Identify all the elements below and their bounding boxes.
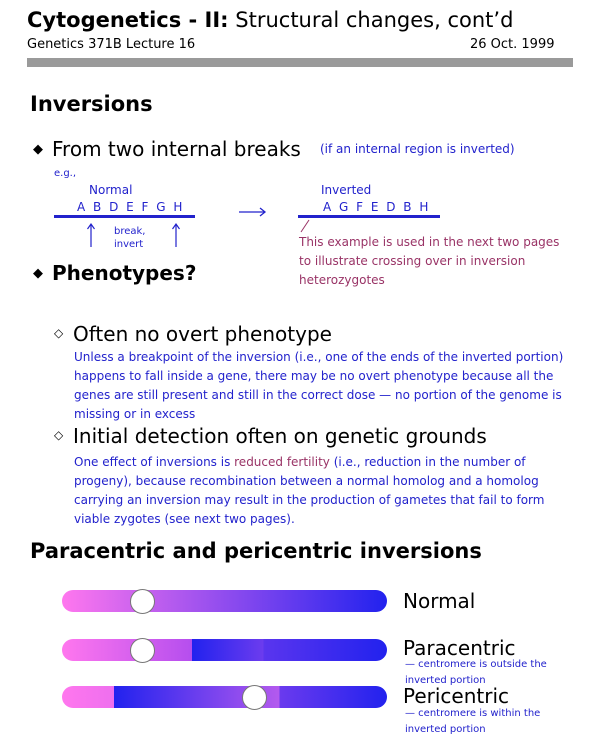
inverted-chromosome-line xyxy=(298,215,440,218)
callout-pointer-icon xyxy=(298,218,312,234)
body-text-end: (i.e., reduction in the number of progeny), because recombination between a normal homolog and a homolog carrying an inversion may result in the production of gametes that fail to form viable zygotes (see next two pages). xyxy=(74,455,545,526)
break-arrow-left-icon xyxy=(86,222,96,248)
page-title xyxy=(27,8,513,32)
no-overt-phenotype-title: Often no overt phenotype xyxy=(73,322,332,346)
no-overt-phenotype-body: Unless a breakpoint of the inversion (i.e., one of the ends of the inverted portion) happens to fall inside a gene, there may be no overt phenotype because all the genes are still present and still in the correct dose — no portion of the genome is missing or in excess xyxy=(74,350,564,421)
inverted-sequence: A G F E D B H xyxy=(323,200,430,214)
header-rule xyxy=(27,58,573,67)
normal-chrom-label: Normal xyxy=(403,589,476,613)
pericentric-centromere xyxy=(242,685,267,710)
internal-region-note: (if an internal region is inverted) xyxy=(320,142,515,156)
pericentric-label: Pericentric xyxy=(403,684,510,708)
hollow-diamond-icon: ◇ xyxy=(54,326,64,340)
diamond-bullet-icon: ◆ xyxy=(33,142,43,157)
lecture-date: 26 Oct. 1999 xyxy=(470,37,555,52)
genetic-grounds-body xyxy=(74,453,580,529)
paracentric-chromosome xyxy=(62,639,387,661)
diamond-bullet-icon: ◆ xyxy=(33,266,43,281)
normal-label: Normal xyxy=(89,183,133,197)
title-bold: Cytogenetics - II: xyxy=(27,8,229,32)
inverted-label: Inverted xyxy=(321,183,372,197)
normal-chromosome xyxy=(62,590,387,612)
eg-label: e.g., xyxy=(54,168,77,179)
normal-chromosome-line xyxy=(54,215,195,218)
break-invert-label: break, invert xyxy=(114,226,146,250)
example-callout: This example is used in the next two pages to illustrate crossing over in inversion heterozygotes xyxy=(299,235,560,287)
pericentric-chromosome xyxy=(62,686,387,708)
phenotypes-heading: Phenotypes? xyxy=(52,261,197,285)
body-text-start: One effect of inversions is xyxy=(74,455,235,469)
title-rest: Structural changes, cont’d xyxy=(228,8,514,32)
inversions-heading: Inversions xyxy=(30,92,153,116)
reduced-fertility-highlight: reduced fertility xyxy=(234,455,330,469)
normal-centromere xyxy=(130,589,155,614)
right-arrow-icon xyxy=(238,206,268,218)
para-peri-heading: Paracentric and pericentric inversions xyxy=(30,539,482,563)
genetic-grounds-title: Initial detection often on genetic grounds xyxy=(73,424,487,448)
pericentric-note: — centromere is within the inverted portion xyxy=(405,708,541,735)
bullet-two-breaks: From two internal breaks xyxy=(52,137,301,161)
hollow-diamond-icon: ◇ xyxy=(54,428,64,442)
paracentric-centromere xyxy=(130,638,155,663)
course-label: Genetics 371B Lecture 16 xyxy=(27,37,196,52)
normal-sequence: A B D E F G H xyxy=(77,200,184,214)
paracentric-label: Paracentric xyxy=(403,636,516,660)
paracentric-note: — centromere is outside the inverted portion xyxy=(405,659,547,686)
